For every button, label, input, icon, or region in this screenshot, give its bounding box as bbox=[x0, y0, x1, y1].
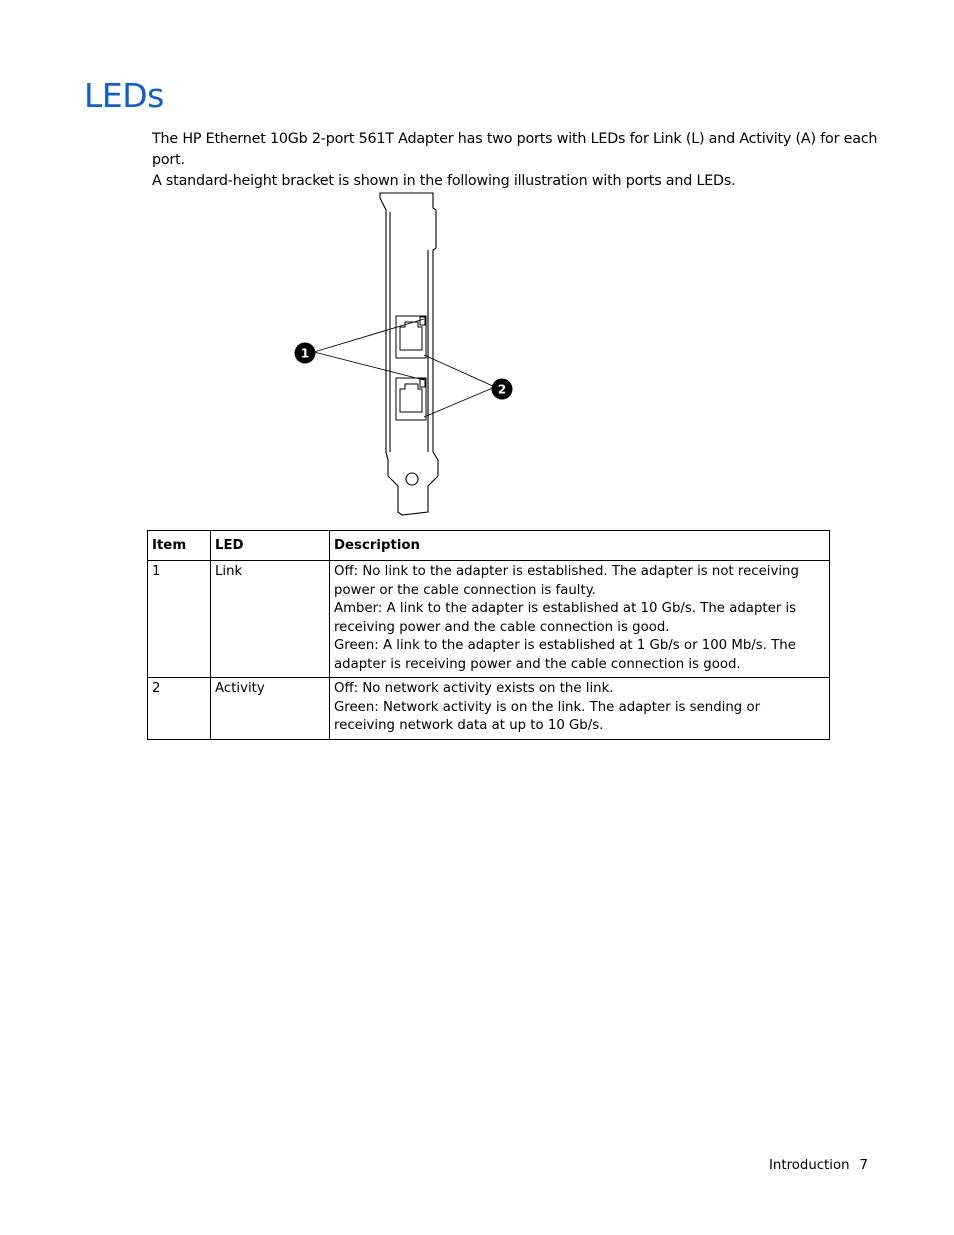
description-line: Off: No link to the adapter is established. The adapter is not receiving power or the cable connection is faulty. bbox=[334, 564, 799, 598]
description-line: Off: No network activity exists on the link. bbox=[334, 681, 614, 696]
page-footer bbox=[769, 1158, 868, 1173]
column-header-led: LED bbox=[211, 531, 330, 561]
intro-line-1: The HP Ethernet 10Gb 2-port 561T Adapter has two ports with LEDs for Link (L) and Activity (A) for each port. bbox=[152, 131, 878, 168]
page-number: 7 bbox=[859, 1158, 868, 1173]
port-1 bbox=[396, 316, 426, 358]
table-header-row bbox=[148, 531, 830, 561]
footer-section: Introduction bbox=[769, 1158, 850, 1173]
port-2 bbox=[396, 378, 426, 420]
callout-2 bbox=[492, 379, 513, 400]
callout-1 bbox=[295, 343, 316, 364]
intro-paragraph bbox=[152, 129, 892, 192]
led-table bbox=[147, 530, 830, 740]
led-cell: Activity bbox=[211, 678, 330, 740]
callout-1-label: 1 bbox=[300, 346, 310, 361]
description-line: Green: Network activity is on the link. The adapter is sending or receiving network data at up to 10 Gb/s. bbox=[334, 699, 761, 733]
bracket-diagram bbox=[290, 190, 520, 520]
intro-line-2: A standard-height bracket is shown in the following illustration with ports and LEDs. bbox=[152, 173, 736, 189]
column-header-description: Description bbox=[330, 531, 830, 561]
table-row bbox=[148, 678, 830, 740]
description-line: Green: A link to the adapter is established at 1 Gb/s or 100 Mb/s. The adapter is receiving power and the cable connection is good. bbox=[334, 638, 796, 672]
led-cell: Link bbox=[211, 561, 330, 678]
table-row bbox=[148, 561, 830, 678]
callout-2-label: 2 bbox=[497, 382, 507, 397]
bracket-outline bbox=[380, 193, 438, 515]
description-line: Amber: A link to the adapter is established at 10 Gb/s. The adapter is receiving power and the cable connection is good. bbox=[334, 601, 797, 635]
description-cell bbox=[330, 561, 830, 678]
page-title: LEDs bbox=[84, 76, 164, 115]
callout-leaders bbox=[314, 319, 495, 417]
item-cell: 1 bbox=[148, 561, 211, 678]
bracket-illustration bbox=[290, 190, 520, 520]
item-cell: 2 bbox=[148, 678, 211, 740]
description-cell bbox=[330, 678, 830, 740]
column-header-item: Item bbox=[148, 531, 211, 561]
